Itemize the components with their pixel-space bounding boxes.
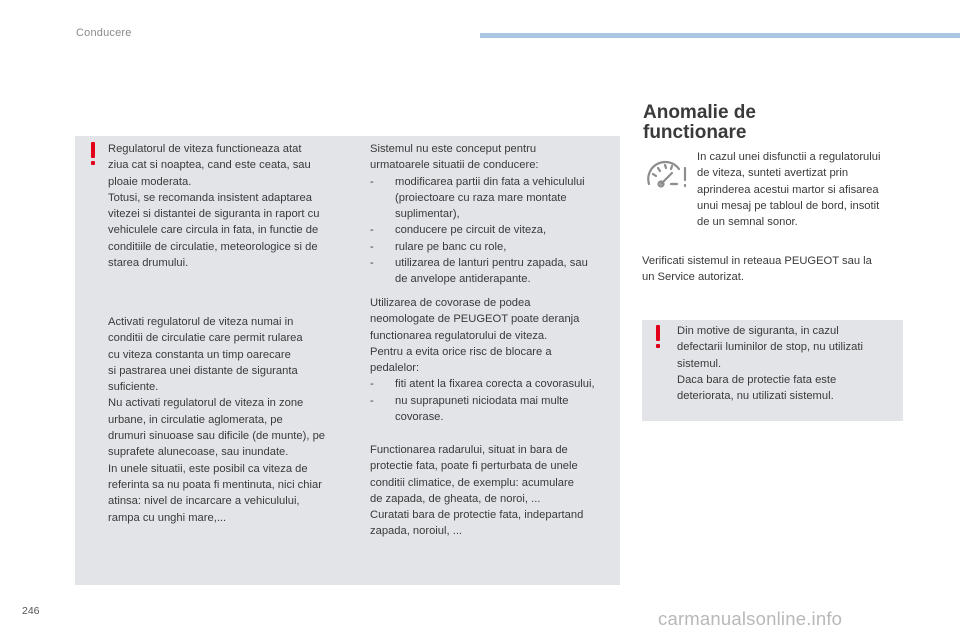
- list-item: - utilizarea de lanturi pentru zapada, sau de anvelope antiderapante.: [370, 255, 618, 288]
- list-item: - fiti atent la fixarea corecta a covorasului,: [370, 376, 618, 392]
- verify-text: Verificati sistemul in reteaua PEUGEOT sau la un Service autorizat.: [642, 255, 872, 284]
- page-number: 246: [22, 605, 40, 617]
- safety-warning-text: Din motive de siguranta, in cazul defectarii luminilor de stop, nu utilizati sistemul. Daca bara de protectie fata este deteriorata, nu utilizati sistemul.: [677, 325, 863, 403]
- warning-exclamation-icon: [89, 142, 97, 166]
- driving-situations-list: [370, 174, 618, 288]
- floor-mat-list: [370, 376, 618, 425]
- warning-exclamation-icon: [654, 325, 662, 349]
- col1-block1: Regulatorul de viteza functioneaza atat ziua cat si noaptea, cand este ceata, sau ploaie moderata. Totusi, se recomanda insistent adaptarea vitezei si distantei de siguranta in raport cu vehiculele care circula in fata, in functie de conditiile de circulatie, meteorologice si de starea drumului.: [108, 143, 320, 270]
- list-item: - nu suprapuneti niciodata mai multe covorase.: [370, 393, 618, 426]
- section-title: Anomalie de functionare: [643, 102, 756, 143]
- anomaly-warning-text: In cazul unei disfunctii a regulatorului de viteza, sunteti avertizat prin aprinderea acestui martor si afisarea unui mesaj pe tabloul de bord, insotit de un semnal sonor.: [697, 151, 881, 229]
- watermark: carmanualsonline.info: [658, 608, 843, 629]
- list-item: - conducere pe circuit de viteza,: [370, 222, 618, 238]
- list-item: - modificarea partii din fata a vehiculului (proiectoare cu raza mare montate suplimentar),: [370, 174, 618, 223]
- section-header-title: Conducere: [76, 27, 132, 39]
- col2-block1: Sistemul nu este conceput pentru urmatoarele situatii de conducere: - modificarea partii din fata a vehiculului (proiectoare cu raza mare montate suplimentar), - conducere pe circuit de viteza, - rulare pe banc cu role, - utilizarea de lanturi pentru zapada, sau de anvelope antiderapante.: [370, 141, 618, 288]
- list-item: - rulare pe banc cu role,: [370, 239, 618, 255]
- col2-block3: Functionarea radarului, situat in bara de protectie fata, poate fi perturbata de unele conditii climatice, de exemplu: acumulare de zapada, de gheata, de noroi, ... Curatati bara de protectie fata, indepartand zapada, noroiul, ...: [370, 444, 584, 538]
- speedometer-warning-icon: [644, 156, 692, 192]
- header-accent-bar: [480, 33, 960, 38]
- col2-block2: Utilizarea de covorase de podea neomologate de PEUGEOT poate deranja functionarea regulatorului de viteza. Pentru a evita orice risc de blocare a pedalelor: - fiti atent la fixarea corecta a covorasului, - nu suprapuneti niciodata mai multe covorase.: [370, 295, 618, 425]
- col1-block2: Activati regulatorul de viteza numai in conditii de circulatie care permit rularea cu viteza constanta un timp oarecare si pastrarea unei distante de siguranta suficiente. Nu activati regulatorul de viteza in zone urbane, in circulatie aglomerata, pe drumuri sinuoase sau dificile (de munte), pe suprafete alunecoase, sau inundate. In unele situatii, este posibil ca viteza de referinta sa nu poata fi mentinuta, nici chiar atinsa: nivel de incarcare a vehiculului, rampa cu unghi mare,...: [108, 316, 326, 524]
